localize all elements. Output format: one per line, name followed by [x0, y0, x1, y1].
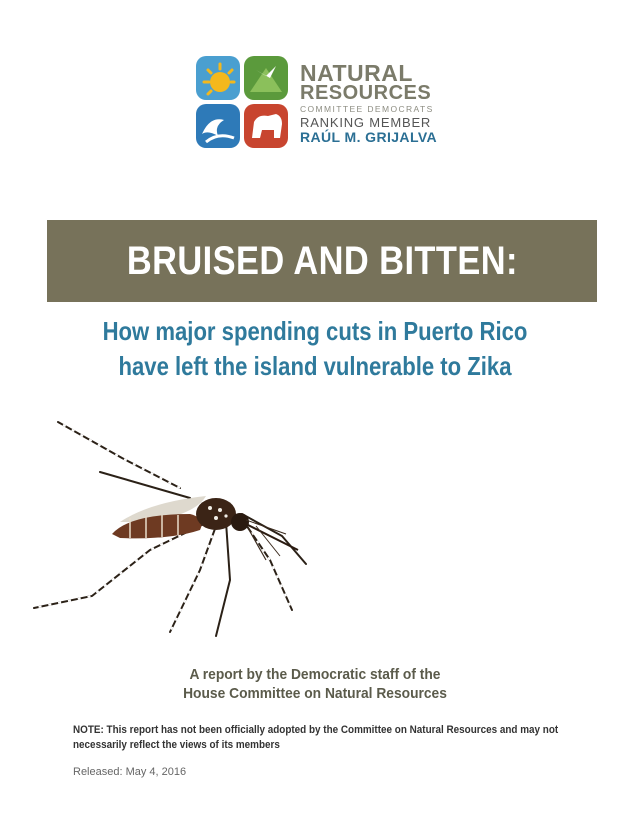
release-date: Released: May 4, 2016	[73, 766, 187, 778]
logo-member-name: RAÚL M. GRIJALVA	[300, 129, 438, 145]
disclaimer-note	[73, 723, 593, 753]
title-banner	[47, 220, 597, 302]
logo-committee-democrats: COMMITTEE DEMOCRATS	[300, 104, 434, 114]
mosquito-illustration	[30, 410, 340, 640]
note-line-2: necessarily reflect the views of its members	[73, 739, 280, 751]
subtitle-line-2: have left the island vulnerable to Zika	[118, 351, 512, 381]
report-title: BRUISED AND BITTEN:	[126, 238, 518, 283]
logo-natural: NATURAL	[300, 60, 413, 86]
report-byline	[150, 665, 480, 703]
subtitle-line-1: How major spending cuts in Puerto Rico	[102, 316, 528, 346]
logo-resources: RESOURCES	[300, 82, 432, 104]
committee-logo	[196, 56, 446, 148]
byline-line-2: House Committee on Natural Resources	[183, 685, 447, 702]
note-line-1: NOTE: This report has not been officially adopted by the Committee on Natural Resources and may not	[73, 724, 559, 736]
byline-line-1: A report by the Democratic staff of the	[189, 666, 441, 683]
logo-ranking-member: RANKING MEMBER	[300, 115, 432, 130]
report-subtitle	[40, 314, 590, 384]
natural-resources-logo-icon	[196, 56, 288, 148]
logo-wordmark	[300, 62, 450, 145]
